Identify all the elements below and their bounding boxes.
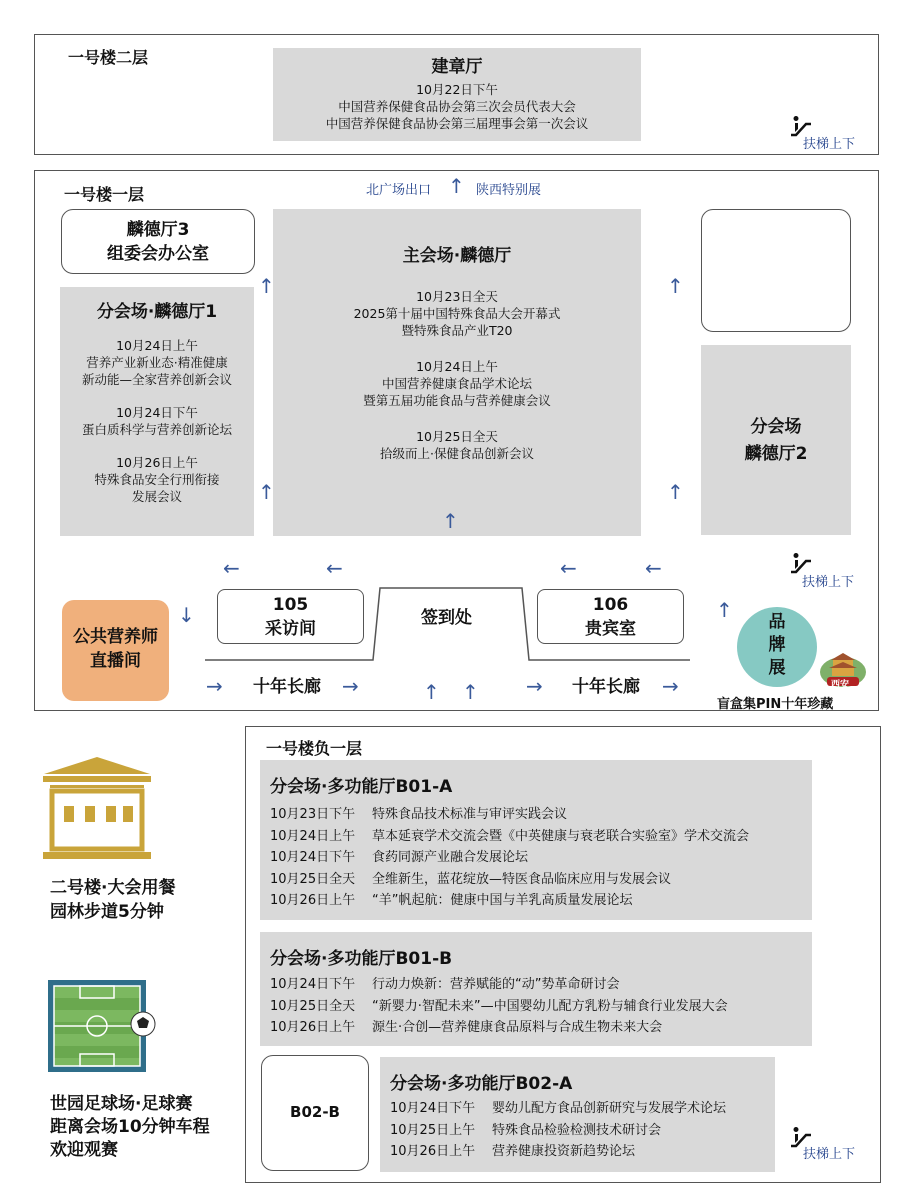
- left-arrow-icon: ←: [645, 556, 662, 580]
- main-e3-date: 10月25日全天: [416, 429, 498, 444]
- hall1-e1-date: 10月24日上午: [116, 338, 198, 353]
- decade-corridor-right[interactable]: 十年长廊: [572, 677, 640, 697]
- hall2-line1: 分会场: [750, 417, 802, 437]
- north-exit-label[interactable]: 北广场出口: [366, 183, 432, 198]
- up-arrow-icon: ↑: [423, 680, 440, 704]
- jianzhang-event-1: 中国营养保健食品协会第三次会员代表大会: [338, 99, 576, 114]
- up-arrow-icon: ↑: [667, 480, 684, 504]
- basement-escalator-label: 扶梯上下: [803, 1147, 856, 1162]
- stadium-line1: 世园足球场·足球赛: [50, 1094, 193, 1114]
- b02a-title: 分会场·多功能厅B02-A: [390, 1074, 573, 1094]
- xian-tower-icon: [819, 650, 867, 688]
- b01b-row: 10月25日全天 “新婴力·智配未来”—中国婴幼儿配方乳粉与辅食行业发展大会: [270, 998, 728, 1014]
- hall1-title: 分会场·麟德厅1: [96, 302, 218, 322]
- up-arrow-icon: ↑: [716, 598, 733, 622]
- brand-exhibition[interactable]: [737, 607, 817, 687]
- left-arrow-icon: ←: [326, 556, 343, 580]
- hall1-e3-date: 10月26日上午: [116, 455, 198, 470]
- b02a-row: 10月26日上午 营养健康投资新趋势论坛: [390, 1144, 636, 1159]
- hall-b01a[interactable]: [260, 760, 812, 920]
- room-105-interview[interactable]: [217, 589, 364, 644]
- down-arrow-icon: ↓: [178, 603, 195, 627]
- hall1-e2-date: 10月24日下午: [116, 405, 198, 420]
- up-arrow-icon: ↑: [462, 680, 479, 704]
- floor2-escalator-label: 扶梯上下: [803, 137, 856, 152]
- jianzhang-hall-title: 建章厅: [431, 57, 483, 77]
- b01a-row: 10月26日上午 “羊”帆起航：健康中国与羊乳高质量发展论坛: [270, 893, 633, 908]
- main-e3-l1: 拾级而上·保健食品创新会议: [380, 446, 534, 461]
- jianzhang-event-2: 中国营养保健食品协会第三届理事会第一次会议: [325, 116, 589, 131]
- floor2-label: 一号楼二层: [68, 48, 149, 67]
- building2-line2: 园林步道5分钟: [50, 902, 164, 922]
- building2-line1: 二号楼·大会用餐: [50, 878, 176, 898]
- stadium-line3: 欢迎观赛: [50, 1140, 118, 1160]
- main-e2-date: 10月24日上午: [416, 359, 498, 374]
- right-arrow-icon: →: [206, 674, 223, 698]
- room-106-vip[interactable]: [537, 589, 684, 644]
- hall1-e1-l2: 新动能—全家营养创新会议: [81, 372, 232, 387]
- xian-badge-text: 西安: [831, 680, 850, 690]
- hall-b02b[interactable]: [261, 1055, 369, 1171]
- stadium-line2: 距离会场10分钟车程: [50, 1117, 210, 1137]
- brand-caption: 盲盒集PIN十年珍藏: [717, 697, 834, 712]
- b01b-row: 10月26日上午 源生·合创—营养健康食品原料与合成生物未来大会: [270, 1020, 663, 1035]
- brand-char-3: 展: [768, 658, 786, 678]
- main-hall-title: 主会场·麟德厅: [402, 246, 512, 266]
- room106-name: 贵宾室: [585, 619, 636, 639]
- right-arrow-icon: →: [342, 674, 359, 698]
- brand-char-2: 牌: [768, 635, 786, 655]
- up-arrow-icon: ↑: [667, 274, 684, 298]
- b01b-row: 10月24日下午 行动力焕新：营养赋能的“动”势革命研讨会: [270, 977, 620, 992]
- up-arrow-icon: ↑: [258, 480, 275, 504]
- floor1-label: 一号楼一层: [64, 185, 145, 204]
- live-line1: 公共营养师: [73, 627, 158, 647]
- hall1-e3-l1: 特殊食品安全行刑衔接: [94, 472, 220, 487]
- main-e1-l2: 暨特殊食品产业T20: [401, 323, 513, 338]
- nutritionist-live-room[interactable]: [62, 600, 169, 701]
- b01a-row: 10月23日下午 特殊食品技术标准与审评实践会议: [270, 807, 568, 822]
- right-arrow-icon: →: [526, 674, 543, 698]
- main-e1-l1: 2025第十届中国特殊食品大会开幕式: [353, 306, 561, 321]
- right-arrow-icon: →: [662, 674, 679, 698]
- room105-num: 105: [272, 595, 309, 615]
- office-line1: 麟德厅3: [126, 220, 190, 240]
- main-e1-date: 10月23日全天: [416, 289, 498, 304]
- basement-label: 一号楼负一层: [266, 739, 363, 758]
- office-line2: 组委会办公室: [107, 244, 209, 264]
- left-arrow-icon: ←: [223, 556, 240, 580]
- hall-b01b[interactable]: [260, 932, 812, 1046]
- b01b-title: 分会场·多功能厅B01-B: [270, 949, 453, 969]
- live-line2: 直播间: [90, 651, 141, 671]
- b02a-row: 10月24日下午 婴幼儿配方食品创新研究与发展学术论坛: [390, 1101, 727, 1116]
- up-arrow-icon: ↑: [258, 274, 275, 298]
- hall1-e1-l1: 营养产业新业态·精准健康: [86, 355, 228, 370]
- jianzhang-date: 10月22日下午: [416, 82, 498, 97]
- floor1-escalator-label: 扶梯上下: [802, 575, 855, 590]
- up-arrow-icon: ↑: [442, 509, 459, 533]
- main-e2-l1: 中国营养健康食品学术论坛: [381, 376, 532, 391]
- decade-corridor-left[interactable]: 十年长廊: [253, 677, 321, 697]
- b01a-row: 10月25日全天 全维新生，蓝花绽放—特医食品临床应用与发展会议: [270, 871, 672, 887]
- room105-name: 采访间: [265, 619, 316, 639]
- b02a-row: 10月25日上午 特殊食品检验检测技术研讨会: [390, 1122, 662, 1138]
- shaanxi-exhibit-label[interactable]: 陕西特别展: [476, 183, 542, 198]
- hall1-e3-l2: 发展会议: [131, 489, 182, 504]
- b01a-row: 10月24日上午 草本延衰学术交流会暨《中英健康与衰老联合实验室》学术交流会: [270, 828, 750, 844]
- main-e2-l2: 暨第五届功能食品与营养健康会议: [363, 393, 551, 408]
- hall2-line2: 麟德厅2: [744, 444, 808, 464]
- hall1-e2-l1: 蛋白质科学与营养创新论坛: [81, 422, 232, 437]
- brand-char-1: 品: [768, 612, 786, 632]
- up-arrow-icon: ↑: [448, 174, 465, 198]
- b01a-title: 分会场·多功能厅B01-A: [270, 777, 453, 797]
- building-icon: [40, 754, 154, 862]
- football-field-icon: [48, 980, 160, 1076]
- left-arrow-icon: ←: [560, 556, 577, 580]
- hall-b02a[interactable]: [380, 1057, 775, 1172]
- room106-num: 106: [592, 595, 629, 615]
- b02b-label: B02-B: [290, 1103, 340, 1121]
- checkin-desk[interactable]: 签到处: [421, 608, 472, 628]
- b01a-row: 10月24日下午 食药同源产业融合发展论坛: [270, 850, 529, 865]
